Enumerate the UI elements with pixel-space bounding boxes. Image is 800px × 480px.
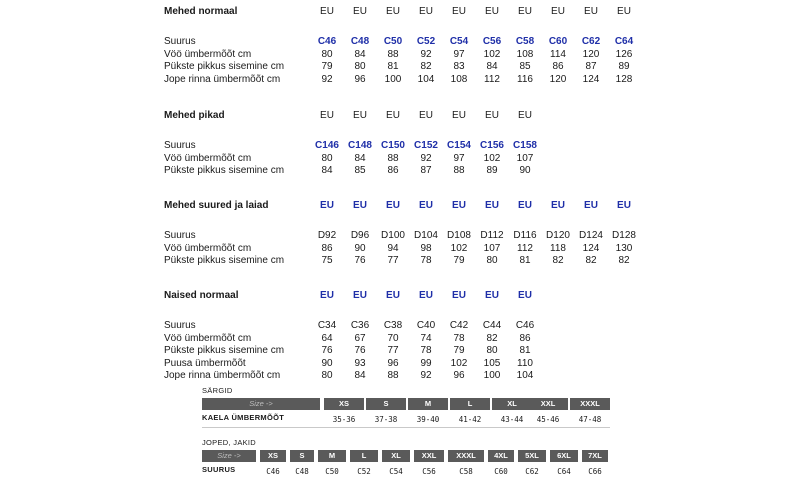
eu-header: EU [452, 200, 466, 211]
eu-header: EU [518, 6, 532, 17]
table-cell: C150 [381, 140, 405, 151]
table-cell: 112 [484, 73, 500, 85]
table-cell: 124 [582, 242, 600, 254]
table-cell: C56 [482, 36, 502, 47]
table-cell: C46 [515, 320, 535, 331]
row-label: Pükste pikkus sisemine cm [164, 165, 285, 176]
size-label-cell: XL [391, 451, 401, 460]
table-cell: C158 [513, 140, 537, 151]
table-cell: 128 [615, 73, 633, 85]
eu-header: EU [353, 200, 367, 211]
table-cell: 81 [387, 61, 399, 72]
eu-header: EU [353, 6, 367, 17]
table-cell: 120 [549, 73, 567, 85]
eu-header: EU [419, 6, 433, 17]
table-cell: 81 [519, 345, 531, 356]
neck-size-value: 43-44 [500, 415, 524, 424]
size-label-cell: 5XL [525, 451, 539, 460]
table-cell: 80 [486, 255, 498, 266]
table-cell: 80 [321, 48, 333, 60]
eu-header: EU [353, 290, 367, 301]
table-cell: C152 [414, 140, 438, 151]
size-label-cell: L [467, 399, 473, 408]
table-cell: 86 [321, 242, 333, 254]
table-cell: D128 [612, 230, 636, 241]
jacket-size-value: C66 [588, 467, 602, 476]
table-cell: 80 [486, 345, 498, 356]
table-cell: 83 [453, 61, 465, 72]
eu-header: EU [617, 200, 631, 211]
eu-header: EU [386, 290, 400, 301]
table-cell: 102 [483, 152, 501, 164]
neck-size-value: 37-38 [374, 415, 398, 424]
table-cell: 120 [582, 48, 600, 60]
table-cell: D92 [317, 230, 337, 241]
table-cell: 78 [420, 345, 432, 356]
table-cell: C64 [614, 36, 634, 47]
table-cell: 89 [486, 165, 498, 176]
jacket-size-value: C50 [325, 467, 339, 476]
jacket-size-value: C48 [295, 467, 309, 476]
eu-header: EU [485, 290, 499, 301]
table-cell: 67 [354, 332, 366, 344]
table-cell: 84 [321, 165, 333, 176]
row-label: Pükste pikkus sisemine cm [164, 345, 285, 356]
table-cell: 85 [519, 61, 531, 72]
table-cell: 80 [321, 370, 333, 381]
eu-header: EU [452, 6, 466, 17]
table-cell: 90 [321, 357, 333, 369]
table-cell: 87 [420, 165, 432, 176]
row-label: Suurus [164, 230, 196, 241]
size-label-cell: XXXL [456, 451, 476, 460]
table-cell: C42 [449, 320, 469, 331]
joped-title: JOPED, JAKID [202, 438, 257, 447]
eu-header: EU [386, 200, 400, 211]
row-label: Suurus [164, 36, 196, 47]
table-cell: D112 [480, 230, 504, 241]
table-cell: C154 [447, 140, 471, 151]
table-cell: 94 [387, 242, 399, 254]
section-title: Naised normaal [164, 290, 239, 301]
table-cell: C54 [449, 36, 469, 47]
table-cell: 96 [387, 357, 399, 369]
eu-header: EU [419, 110, 433, 121]
table-cell: 102 [483, 48, 501, 60]
size-label-cell: M [328, 451, 336, 460]
table-cell: 130 [615, 242, 633, 254]
table-cell: 86 [387, 165, 399, 176]
eu-header: EU [617, 6, 631, 17]
jacket-size-value: C64 [557, 467, 571, 476]
table-cell: D96 [350, 230, 370, 241]
jacket-size-value: C56 [422, 467, 436, 476]
table-cell: 118 [550, 242, 566, 254]
table-cell: C146 [315, 140, 339, 151]
table-cell: 82 [552, 255, 564, 266]
table-cell: 124 [582, 73, 600, 85]
size-label-cell: 7XL [588, 451, 602, 460]
table-cell: C148 [348, 140, 372, 151]
eu-header: EU [584, 200, 598, 211]
table-cell: 84 [354, 48, 366, 60]
row-label: KAELA ÜMBERMÕÕT [202, 413, 285, 422]
row-divider [202, 427, 610, 428]
table-cell: 110 [517, 357, 533, 369]
table-cell: 114 [550, 48, 566, 60]
table-cell: 79 [453, 345, 465, 356]
table-cell: 88 [453, 165, 465, 176]
table-cell: C36 [350, 320, 370, 331]
table-cell: C50 [383, 36, 403, 47]
row-label: Vöö ümbermõõt cm [164, 332, 252, 344]
table-cell: D116 [513, 230, 537, 241]
table-cell: 97 [453, 152, 465, 164]
row-label: Suurus [164, 320, 196, 331]
size-label: Size -> [217, 451, 241, 460]
table-cell: 99 [420, 357, 432, 369]
eu-header: EU [452, 290, 466, 301]
table-cell: 80 [354, 61, 366, 72]
jacket-size-value: C58 [459, 467, 473, 476]
table-cell: C38 [383, 320, 403, 331]
jacket-size-value: C52 [357, 467, 371, 476]
table-cell: C62 [581, 36, 601, 47]
table-cell: 80 [321, 152, 333, 164]
table-cell: 84 [354, 370, 366, 381]
table-cell: 126 [615, 48, 633, 60]
eu-header: EU [551, 200, 565, 211]
table-cell: 87 [585, 61, 597, 72]
table-cell: 81 [519, 255, 531, 266]
table-cell: 82 [486, 332, 498, 344]
table-cell: 112 [517, 242, 533, 254]
table-cell: C58 [515, 36, 535, 47]
table-cell: C46 [317, 36, 337, 47]
table-cell: 76 [321, 345, 333, 356]
jacket-size-value: C46 [266, 467, 280, 476]
table-cell: 97 [453, 48, 465, 60]
table-cell: 64 [321, 332, 333, 344]
table-cell: 104 [516, 370, 534, 381]
eu-header: EU [518, 290, 532, 301]
table-cell: 85 [354, 165, 366, 176]
jacket-size-value: C54 [389, 467, 403, 476]
neck-size-value: 39-40 [416, 415, 440, 424]
table-cell: 78 [420, 255, 432, 266]
row-label: Jope rinna ümbermõõt cm [164, 370, 281, 381]
table-cell: 100 [384, 73, 402, 85]
eu-header: EU [320, 110, 334, 121]
table-cell: 102 [450, 242, 468, 254]
row-label: SUURUS [202, 465, 236, 474]
table-cell: 75 [321, 255, 333, 266]
table-cell: 88 [387, 152, 399, 164]
size-label-cell: L [361, 451, 367, 460]
row-label: Pükste pikkus sisemine cm [164, 255, 285, 266]
table-cell: 74 [420, 332, 432, 344]
table-cell: 70 [387, 332, 399, 344]
table-cell: 76 [354, 255, 366, 266]
table-cell: 96 [354, 73, 366, 85]
table-cell: 77 [387, 255, 399, 266]
size-label: Size -> [249, 399, 273, 408]
table-cell: 93 [354, 357, 366, 369]
table-cell: 86 [519, 332, 531, 344]
size-label-cell: XXXL [580, 399, 600, 408]
eu-header: EU [320, 6, 334, 17]
table-cell: 82 [585, 255, 597, 266]
table-cell: 92 [321, 73, 333, 85]
table-cell: C44 [482, 320, 502, 331]
table-cell: 89 [618, 61, 630, 72]
size-label-cell: XXL [421, 451, 437, 460]
table-cell: 107 [516, 152, 534, 164]
table-cell: C156 [480, 140, 504, 151]
table-cell: D108 [447, 230, 471, 241]
row-label: Vöö ümbermõõt cm [164, 152, 252, 164]
eu-header: EU [419, 290, 433, 301]
eu-header: EU [452, 110, 466, 121]
table-cell: C40 [416, 320, 436, 331]
table-cell: 88 [387, 48, 399, 60]
section-title: Mehed pikad [164, 110, 225, 121]
table-cell: 82 [420, 61, 432, 72]
table-cell: 96 [453, 370, 465, 381]
eu-header: EU [386, 110, 400, 121]
table-cell: D120 [546, 230, 570, 241]
row-label: Puusa ümbermõõt [164, 357, 246, 369]
table-cell: 107 [483, 242, 501, 254]
table-cell: 116 [517, 73, 533, 85]
size-label-cell: XXL [540, 399, 556, 408]
row-label: Vöö ümbermõõt cm [164, 48, 252, 60]
table-cell: C60 [548, 36, 568, 47]
eu-header: EU [485, 6, 499, 17]
size-label-cell: M [424, 399, 432, 408]
neck-size-value: 41-42 [458, 415, 482, 424]
neck-size-value: 45-46 [536, 415, 560, 424]
table-cell: 76 [354, 345, 366, 356]
table-cell: 84 [354, 152, 366, 164]
size-label-cell: 4XL [494, 451, 508, 460]
size-label-cell: XS [267, 451, 278, 460]
table-cell: 86 [552, 61, 564, 72]
eu-header: EU [320, 200, 334, 211]
jacket-size-value: C62 [525, 467, 539, 476]
eu-header: EU [419, 200, 433, 211]
neck-size-value: 35-36 [332, 415, 356, 424]
table-cell: 90 [519, 165, 531, 176]
size-label-cell: S [299, 451, 305, 460]
table-cell: 102 [450, 357, 468, 369]
row-label: Pükste pikkus sisemine cm [164, 61, 285, 72]
sargid-title: SÄRGID [202, 386, 233, 395]
section-title: Mehed suured ja laiad [164, 200, 269, 211]
neck-size-value: 47-48 [578, 415, 602, 424]
eu-header: EU [518, 110, 532, 121]
size-label-cell: 6XL [557, 451, 571, 460]
table-cell: 100 [483, 370, 501, 381]
table-cell: 92 [420, 370, 432, 381]
eu-header: EU [353, 110, 367, 121]
table-cell: 84 [486, 61, 498, 72]
table-cell: D100 [381, 230, 405, 241]
table-cell: 90 [354, 242, 366, 254]
table-cell: 77 [387, 345, 399, 356]
table-cell: 108 [516, 48, 534, 60]
table-cell: 78 [453, 332, 465, 344]
jacket-size-value: C60 [494, 467, 508, 476]
table-cell: 108 [450, 73, 468, 85]
table-cell: 98 [420, 242, 432, 254]
section-title: Mehed normaal [164, 6, 238, 17]
eu-header: EU [485, 110, 499, 121]
eu-header: EU [584, 6, 598, 17]
size-label-cell: S [383, 399, 389, 408]
table-cell: C34 [317, 320, 337, 331]
eu-header: EU [320, 290, 334, 301]
table-cell: 92 [420, 152, 432, 164]
size-label-cell: XS [338, 399, 349, 408]
row-label: Vöö ümbermõõt cm [164, 242, 252, 254]
table-cell: 79 [453, 255, 465, 266]
table-cell: C48 [350, 36, 370, 47]
eu-header: EU [551, 6, 565, 17]
eu-header: EU [518, 200, 532, 211]
eu-header: EU [386, 6, 400, 17]
size-label-cell: XL [507, 399, 517, 408]
eu-header: EU [485, 200, 499, 211]
table-cell: 105 [483, 357, 501, 369]
table-cell: 82 [618, 255, 630, 266]
table-cell: D124 [579, 230, 603, 241]
row-label: Jope rinna ümbermõõt cm [164, 73, 281, 85]
table-cell: C52 [416, 36, 436, 47]
table-cell: 104 [417, 73, 435, 85]
table-cell: 79 [321, 61, 333, 72]
table-cell: 88 [387, 370, 399, 381]
table-cell: D104 [414, 230, 438, 241]
row-label: Suurus [164, 140, 196, 151]
table-cell: 92 [420, 48, 432, 60]
